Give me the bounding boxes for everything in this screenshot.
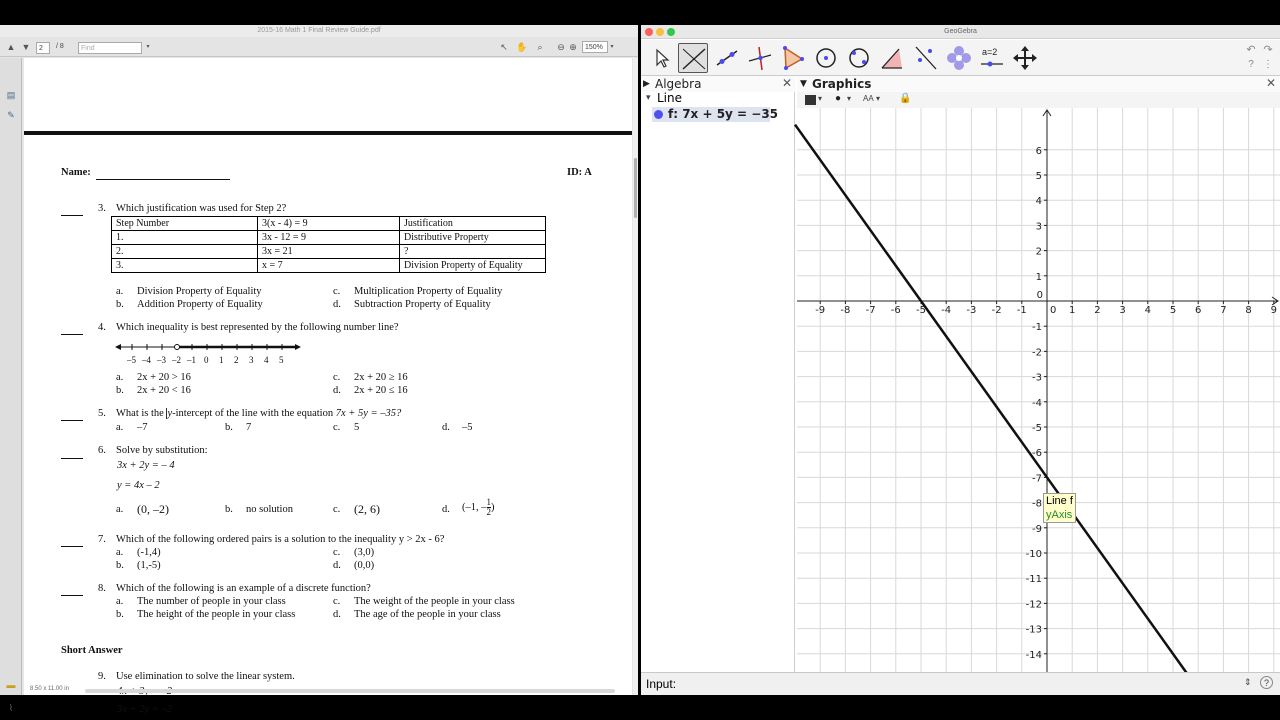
table-cell: 3.	[112, 259, 258, 273]
choice-text: no solution	[246, 504, 293, 515]
next-page-icon[interactable]: ▼	[21, 42, 31, 52]
y-tick-label: 0	[1036, 290, 1043, 301]
x-tick-label: 5	[1169, 305, 1177, 316]
answer-blank	[61, 215, 83, 216]
object-visibility-dot-icon[interactable]	[654, 110, 663, 119]
question-number: 4.	[98, 322, 106, 333]
choice-letter: a.	[116, 422, 124, 433]
slider-icon	[977, 43, 1007, 73]
question-number: 7.	[98, 534, 106, 545]
table-cell: Step Number	[112, 217, 258, 231]
x-tick-label: -3	[966, 305, 977, 316]
x-tick-label: 7	[1220, 305, 1227, 316]
slider-value-tool-button[interactable]	[977, 43, 1007, 73]
window-title: GeoGebra	[944, 28, 977, 35]
zoom-tool-icon[interactable]: ⌕	[537, 42, 543, 52]
name-blank	[96, 179, 230, 180]
choice-text: 7	[246, 422, 252, 433]
question-text: Which of the following is an example of a discrete function?	[116, 583, 371, 594]
choice-letter: d.	[442, 422, 450, 433]
choice-text: 2x + 20 < 16	[137, 385, 191, 396]
perpendicular-line-icon	[745, 43, 775, 73]
close-window-button[interactable]	[645, 28, 653, 36]
x-tick-label: 9	[1270, 305, 1277, 316]
pdf-toolbar	[0, 37, 638, 57]
question-text: Which of the following ordered pairs is a solution to the inequality y > 2x - 6?	[116, 534, 445, 545]
redo-icon[interactable]: ↷	[1263, 44, 1273, 56]
label-style-icon[interactable]: AA	[863, 94, 874, 103]
point-style-icon[interactable]: ●	[835, 93, 842, 104]
tick-label: –1	[187, 355, 196, 365]
choice-text: The age of the people in your class	[354, 609, 501, 620]
x-tick-label: -5	[916, 305, 926, 316]
y-tick-label: -9	[1032, 523, 1042, 535]
choice-text: (2, 6)	[354, 502, 380, 516]
tick-label: –3	[157, 355, 166, 365]
x-tick-label: 3	[1119, 305, 1126, 316]
fraction-numerator: 1	[486, 497, 491, 507]
zoom-out-icon[interactable]: ⊖	[557, 42, 565, 52]
equation: y = 4x – 2	[117, 480, 160, 491]
choice-letter: d.	[333, 385, 341, 396]
circle-tool-button[interactable]	[811, 43, 841, 73]
table-cell: Distributive Property	[400, 231, 546, 245]
angle-icon	[877, 43, 907, 73]
x-tick-label: 0	[1050, 305, 1057, 316]
move-tool-button[interactable]	[646, 43, 676, 73]
choice-letter: b.	[225, 422, 233, 433]
answer-blank	[61, 595, 83, 596]
graphics-title: Graphics	[812, 77, 872, 91]
vertical-scrollbar[interactable]	[633, 58, 638, 695]
page-total-label: / 8	[56, 43, 64, 50]
table-cell: x = 7	[258, 259, 400, 273]
object-definition[interactable]: f: 7x + 5y = −35	[668, 107, 779, 121]
y-tick-label: -14	[1025, 649, 1042, 661]
choice-text: (3,0)	[354, 547, 375, 558]
hand-tool-icon[interactable]: ✋	[516, 42, 528, 52]
desktop	[0, 25, 1280, 715]
point-style-chevron-icon[interactable]: ▾	[847, 94, 852, 103]
question-number: 9.	[98, 671, 106, 682]
table-cell: 2.	[112, 245, 258, 259]
choice-text	[462, 498, 495, 517]
signature-icon[interactable]: ✎	[7, 110, 15, 120]
category-label: Line	[657, 91, 683, 105]
tooltip-axis-name: yAxis	[1046, 509, 1073, 521]
input-field[interactable]	[683, 676, 1243, 692]
y-tick-label: -10	[1025, 549, 1042, 560]
pdf-page	[24, 58, 632, 715]
y-tick-label: -12	[1025, 599, 1042, 611]
y-tick-label: 5	[1035, 171, 1042, 182]
question-number: 3.	[98, 203, 106, 214]
choice-letter: a.	[116, 372, 124, 383]
table-cell: 3x = 21	[258, 245, 400, 259]
choice-text: Division Property of Equality	[137, 286, 262, 297]
tick-label: –5	[127, 355, 136, 365]
x-tick-label: -8	[840, 305, 851, 316]
circle-center-point-icon	[811, 43, 841, 73]
header-rule	[24, 131, 632, 135]
settings-icon[interactable]: ⋮	[1263, 59, 1273, 70]
reflect-tool-button[interactable]	[911, 43, 941, 73]
choice-letter: d.	[333, 560, 341, 571]
choice-text: (0,0)	[354, 560, 375, 571]
name-label: Name:	[61, 167, 91, 178]
answer-blank	[61, 458, 83, 459]
algebra-title: Algebra	[655, 77, 702, 91]
tick-label: 5	[279, 355, 284, 365]
input-help-icon[interactable]: ?	[1260, 676, 1273, 689]
graph-canvas[interactable]	[797, 108, 1280, 672]
graphics-view[interactable]	[797, 108, 1280, 672]
table-row	[112, 245, 546, 259]
find-options-chevron-icon[interactable]: ▾	[146, 44, 150, 50]
page-number-input[interactable]: 2	[36, 42, 50, 54]
y-tick-label: 6	[1035, 145, 1042, 157]
equation: 7x + 5y = –35?	[335, 408, 402, 419]
x-tick-label: -1	[1016, 305, 1027, 316]
text-cursor-variable[interactable]: y	[167, 408, 173, 419]
choice-text: Addition Property of Equality	[137, 299, 263, 310]
y-tick-label: 1	[1035, 271, 1042, 283]
horizontal-scrollbar[interactable]	[85, 689, 615, 693]
geogebra-toolbar	[641, 40, 1280, 76]
choice-letter: b.	[116, 385, 124, 396]
graphics-style-bar	[797, 92, 1280, 108]
x-tick-label: 1	[1069, 305, 1076, 316]
y-tick-label: -1	[1032, 322, 1042, 334]
choice-letter: a.	[116, 286, 124, 297]
question-text: Which justification was used for Step 2?	[116, 203, 287, 214]
y-tick-label: -8	[1032, 498, 1042, 510]
zoom-in-icon[interactable]: ⊕	[569, 42, 577, 52]
pdf-sidebar	[0, 58, 22, 713]
comments-icon[interactable]: ▬	[6, 680, 16, 690]
x-tick-label: 6	[1195, 305, 1202, 316]
angle-tool-button[interactable]	[877, 43, 907, 73]
undo-icon[interactable]: ↶	[1246, 44, 1256, 56]
y-tick-label: 2	[1035, 246, 1042, 258]
choice-text: –7	[137, 422, 148, 433]
minimize-window-button[interactable]	[656, 28, 664, 36]
tick-label: 2	[234, 355, 239, 365]
choice-text-after: )	[491, 502, 495, 513]
choice-letter: d.	[442, 504, 450, 515]
question-number: 5.	[98, 408, 106, 419]
id-label: ID: A	[567, 167, 592, 178]
choice-letter: b.	[225, 504, 233, 515]
choice-letter: b.	[116, 299, 124, 310]
answer-blank	[61, 334, 83, 335]
steps-table	[111, 216, 546, 273]
question-text: Which inequality is best represented by the following number line?	[116, 322, 399, 333]
answer-blank	[61, 420, 83, 421]
number-line	[114, 341, 304, 353]
tick-label: –2	[172, 355, 181, 365]
line-through-points-icon	[679, 44, 709, 74]
choice-text: Subtraction Property of Equality	[354, 299, 491, 310]
x-tick-label: -2	[991, 305, 1002, 316]
move-graphics-tool-button[interactable]	[1010, 43, 1040, 73]
close-graphics-icon[interactable]: ✕	[1266, 76, 1277, 90]
pdf-window-title: 2015-16 Math 1 Final Review Guide.pdf	[0, 25, 638, 37]
number-line-labels	[127, 355, 297, 367]
choice-letter: a.	[116, 547, 124, 558]
x-tick-label: 2	[1094, 305, 1101, 316]
y-tick-label: 3	[1035, 221, 1042, 233]
collapse-arrow-icon[interactable]: ▶	[643, 79, 650, 89]
y-tick-label: -11	[1025, 574, 1042, 586]
table-cell: ?	[400, 245, 546, 259]
find-input[interactable]: Find	[78, 42, 142, 54]
reflect-about-line-icon	[911, 43, 941, 73]
perpendicular-tool-button[interactable]	[745, 43, 775, 73]
choice-letter: b.	[116, 560, 124, 571]
x-tick-label: -9	[815, 305, 826, 316]
graphics-view-header	[797, 76, 1280, 92]
algebra-object-row[interactable]	[652, 107, 779, 122]
help-icon[interactable]: ?	[1248, 59, 1254, 70]
thumbnails-icon[interactable]: ▤	[6, 90, 16, 100]
tick-label: –4	[142, 355, 151, 365]
table-cell: Justification	[400, 217, 546, 231]
choice-text: 2x + 20 ≥ 16	[354, 372, 408, 383]
line-tool-button[interactable]	[678, 43, 708, 73]
plotted-lines	[795, 125, 1200, 692]
choice-text: The weight of the people in your class	[354, 596, 515, 607]
category-expand-icon[interactable]: ▾	[646, 92, 651, 102]
fraction-denominator: 2	[486, 507, 491, 517]
choice-text: The number of people in your class	[137, 596, 286, 607]
question-text	[116, 408, 401, 419]
ellipse-tool-button[interactable]	[844, 43, 874, 73]
segment-tool-button[interactable]	[712, 43, 742, 73]
algebra-view	[641, 92, 795, 672]
page-size-label: 8.50 x 11.00 in	[30, 686, 69, 692]
geogebra-window	[641, 25, 1280, 695]
choice-text: 2x + 20 > 16	[137, 372, 191, 383]
question-text: Use elimination to solve the linear system.	[116, 671, 295, 682]
slider-tool-button[interactable]	[944, 43, 974, 73]
cursor-arrow-icon	[646, 43, 676, 73]
table-row	[112, 217, 546, 231]
move-graphics-view-icon	[1010, 43, 1040, 73]
tooltip-object-name: Line f	[1046, 495, 1073, 507]
input-bar	[641, 672, 1280, 695]
y-tick-label: 4	[1035, 196, 1042, 208]
choice-text: 2x + 20 ≤ 16	[354, 385, 408, 396]
choice-letter: c.	[333, 504, 341, 515]
choice-text-pre: (–1, –	[462, 502, 487, 513]
answer-blank	[61, 546, 83, 547]
input-label: Input:	[646, 677, 677, 691]
choice-text: Multiplication Property of Equality	[354, 286, 503, 297]
y-tick-label: -7	[1032, 473, 1042, 485]
x-tick-label: 4	[1144, 305, 1151, 316]
tick-labels	[815, 146, 1277, 686]
equation: 3x + 2y = – 4	[117, 460, 175, 471]
choice-letter: c.	[333, 372, 341, 383]
color-swatch-icon[interactable]	[805, 95, 816, 105]
choice-letter: a.	[116, 504, 124, 515]
tick-label: 0	[204, 355, 209, 365]
select-tool-icon[interactable]: ↖	[500, 42, 508, 52]
table-row	[112, 231, 546, 245]
x-tick-label: -4	[941, 305, 952, 316]
hover-tooltip	[1043, 493, 1076, 523]
lock-icon[interactable]: 🔒	[899, 93, 912, 104]
question-number: 8.	[98, 583, 106, 594]
choice-letter: c.	[333, 596, 341, 607]
choice-letter: c.	[333, 422, 341, 433]
input-expand-icon[interactable]: ⇕	[1244, 677, 1252, 687]
question-text-pre: What is the	[116, 408, 167, 419]
segment-icon	[712, 43, 742, 73]
choice-text: (0, –2)	[137, 502, 169, 516]
pdf-viewer-window	[0, 25, 638, 715]
tick-label: 4	[264, 355, 269, 365]
choice-letter: c.	[333, 547, 341, 558]
choice-text: –5	[462, 422, 473, 433]
question-text: Solve by substitution:	[116, 445, 208, 456]
zoom-chevron-icon[interactable]: ▾	[610, 44, 614, 50]
circle-three-points-icon	[844, 43, 874, 73]
zoom-level-input[interactable]: 150%	[582, 41, 608, 53]
collapse-arrow-icon[interactable]: ▼	[800, 79, 807, 89]
polygon-tool-button[interactable]	[778, 43, 808, 73]
y-tick-label: -13	[1025, 624, 1042, 636]
tick-label: 3	[249, 355, 254, 365]
tick-label: 1	[219, 355, 224, 365]
choice-text: (-1,4)	[137, 547, 161, 558]
label-style-chevron-icon[interactable]: ▾	[876, 94, 881, 103]
section-heading: Short Answer	[61, 645, 123, 656]
line-f	[795, 125, 1200, 692]
attachments-icon[interactable]: ⌇	[8, 703, 14, 713]
flower-icon	[944, 43, 974, 73]
equation: 3x + 2y = –2	[117, 704, 172, 715]
choice-letter: d.	[333, 609, 341, 620]
table-cell: Division Property of Equality	[400, 259, 546, 273]
choice-text: (1,-5)	[137, 560, 161, 571]
choice-letter: b.	[116, 609, 124, 620]
table-row	[112, 259, 546, 273]
y-tick-label: -6	[1032, 448, 1042, 460]
slider-tool-label: a=2	[982, 47, 998, 57]
table-cell: 3x - 12 = 9	[258, 231, 400, 245]
x-tick-label: -6	[890, 305, 901, 316]
y-tick-label: -5	[1032, 423, 1042, 434]
y-tick-label: -3	[1032, 372, 1042, 384]
geogebra-titlebar	[641, 25, 1280, 39]
y-tick-label: -4	[1032, 397, 1042, 409]
choice-text: The height of the people in your class	[137, 609, 296, 620]
previous-page-icon[interactable]: ▲	[6, 42, 16, 52]
zoom-window-button[interactable]	[667, 28, 675, 36]
scrollbar-thumb[interactable]	[634, 158, 637, 218]
choice-text: 5	[354, 422, 360, 433]
polygon-icon	[778, 43, 808, 73]
question-number: 6.	[98, 445, 106, 456]
question-text-post: -intercept of the line with the equation	[172, 408, 336, 419]
choice-letter: a.	[116, 596, 124, 607]
x-tick-label: -7	[865, 305, 876, 316]
x-tick-label: 8	[1245, 305, 1252, 316]
choice-letter: d.	[333, 299, 341, 310]
color-chevron-icon[interactable]: ▾	[818, 94, 823, 103]
algebra-view-header	[641, 76, 796, 92]
close-algebra-icon[interactable]: ✕	[782, 76, 793, 90]
y-tick-label: -2	[1032, 347, 1042, 359]
choice-letter: c.	[333, 286, 341, 297]
table-cell: 1.	[112, 231, 258, 245]
table-cell: 3(x - 4) = 9	[258, 217, 400, 231]
